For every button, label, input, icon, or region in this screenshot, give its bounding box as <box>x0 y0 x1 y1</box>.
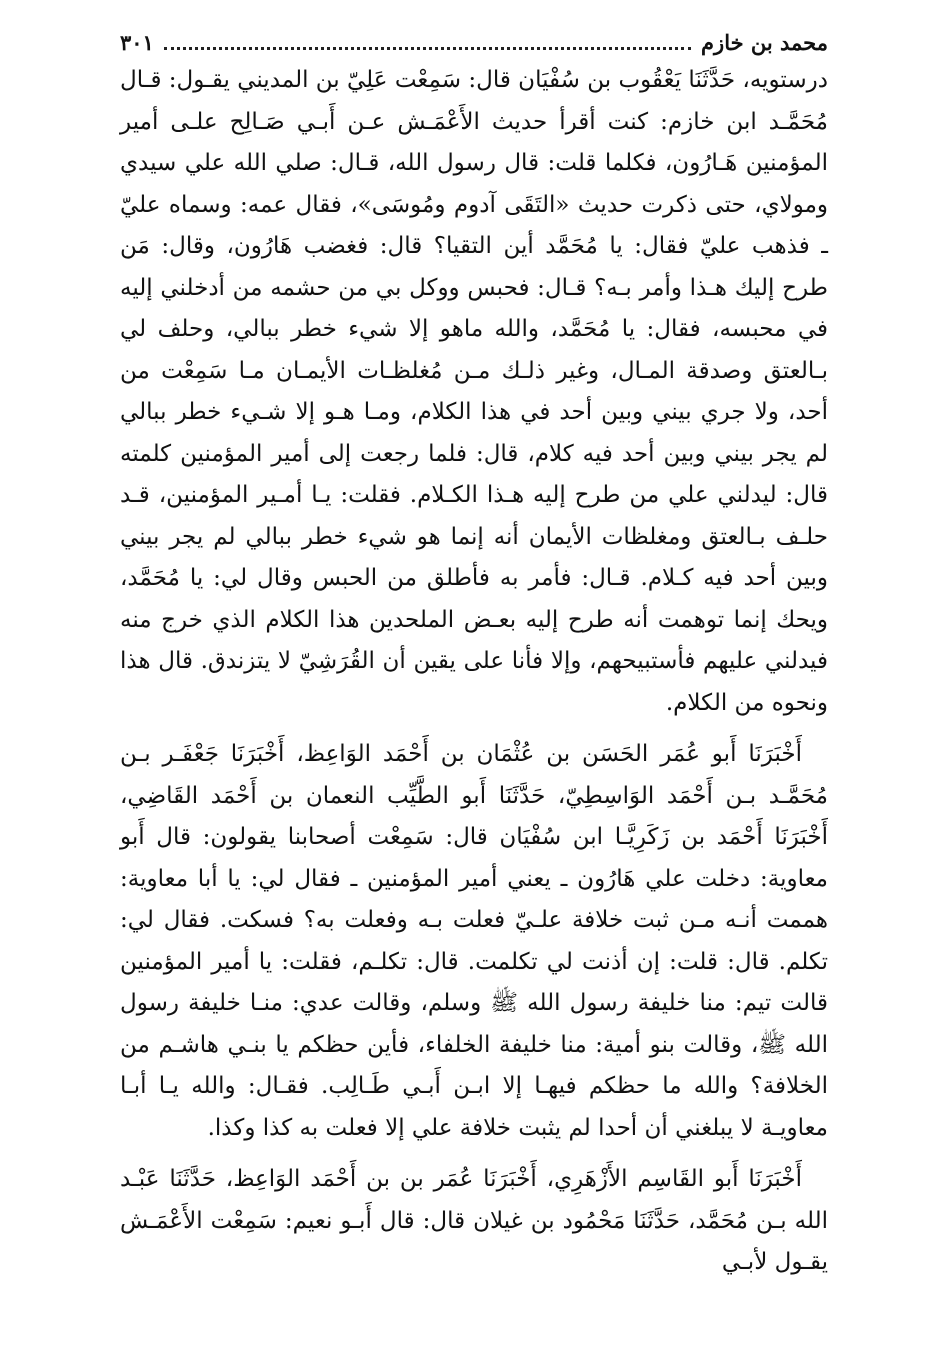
running-title: محمد بن خازم <box>701 30 828 55</box>
book-page <box>120 28 828 1284</box>
paragraph-azhari: أَخْبَرَنَا أَبو القَاسِم الأَزْهَرِي، أَخْبَرَنَا عُمَر بن بن أَحْمَد الوَاعِظ، حَدَّثَنَا عَبْـد الله بـن مُحَمَّد، حَدَّثَنَا مَحْمُود بن غيلان قال: قال أَبـو نعيم: سَمِعْت الأَعْمَـش يقـول لأبـي <box>120 1166 828 1275</box>
leader-dots <box>164 39 691 50</box>
running-header <box>120 28 828 60</box>
paragraph-narration-harun: درستويه، حَدَّثَنَا يَعْقُوب بن سُفْيَان قال: سَمِعْت عَلِيّ بن المديني يقـول: قـال مُحَمَّـد ابن خازم: كنت أقرأ حديث الأَعْمَـش عـن أَبـي صَـالِح علـى أمير المؤمنين هَـارُون، فكلما قلت: قال رسول الله، قـال: صلي الله علي سيدي ومولاي، حتى ذكرت حديث «التَقَى آدوم ومُوسَى»، فقال عمه: وسماه عليّ ـ فذهب عليّ فقال: يا مُحَمَّد أين التقيا؟ قال: فغضب هَارُون، وقال: مَن طرح إليك هـذا وأمر بـه؟ قـال: فحبس ووكل بي من حشمه من أدخلني إليه في محبسه، فقال: يا مُحَمَّد، والله ماهو إلا شيء خطر ببالي، وحلف لي بـالعتق وصدقة المـال، وغير ذلـك مـن مُغلظـات الأيمـان مـا سَمِعْت من أحد، ولا جري بيني وبين أحد في هذا الكلام، ومـا هـو إلا شـيء خطر ببالي لم يجر بيني وبين أحد فيه كلام، قال: فلما رجعت إلى أمير المؤمنين كلمته قال: ليدلني علي من طرح إليه هـذا الكـلام. فقلت: يـا أمـير المؤمنين، قـد حلـف بـالعتق ومغلظات الأيمان أنه إنما هو شيء خطر ببالي لم يجر بيني وبين أحد فيه كـلام. قـال: فأمر به فأطلق من الحبس وقال لي: يا مُحَمَّد، ويحك إنما توهمت أنه طرح إليه بعـض الملحدين هذا الكلام الذي خرج منه فيدلني عليهم فأستبيحهم، وإلا فأنا على يقين أن القُرَشِيّ لا يتزندق. قال هذا ونحوه من الكلام. <box>120 67 828 716</box>
page-number: ٣٠١ <box>120 30 154 55</box>
paragraph-abu-muawiya: أَخْبَرَنَا أَبو عُمَر الحَسَن بن عُثْمَان بن أَحْمَد الوَاعِظ، أَخْبَرَنَا جَعْفَـر بـن مُحَمَّـد بـن أَحْمَد الوَاسِطِيّ، حَدَّثَنَا أَبو الطَّيِّب النعمان بن أَحْمَد القَاضِي، أَخْبَرَنَا أَحْمَد بن زَكَرِيَّـا ابن سُفْيَان قال: سَمِعْت أصحابنا يقولون: قال أَبو معاوية: دخلت علي هَارُون ـ يعني أمير المؤمنين ـ فقال لي: يا أبا معاوية: هممت أنـه مـن ثبت خلافة علـيّ فعلت بـه وفعلت به؟ فسكت. فقال لي: تكلم. قال: قلت: إن أذنت لي تكلمت. قال: تكلـم، فقلت: يا أمير المؤمنين قالت تيم: منا خليفة رسول الله ﷺ وسلم، وقالت عدي: منـا خليفة رسول الله ﷺ، وقالت بنو أمية: منا خليفة الخلفاء، فأين حظكم يا بنـي هاشـم من الخلافة؟ والله ما حظكم فيهـا إلا ابـن أَبـي طَـالِب. فقـال: والله يـا أبـا معاويـة لا يبلغني أن أحدا لم يثبت خلافة علي إلا فعلت به كذا وكذا. <box>120 741 828 1141</box>
